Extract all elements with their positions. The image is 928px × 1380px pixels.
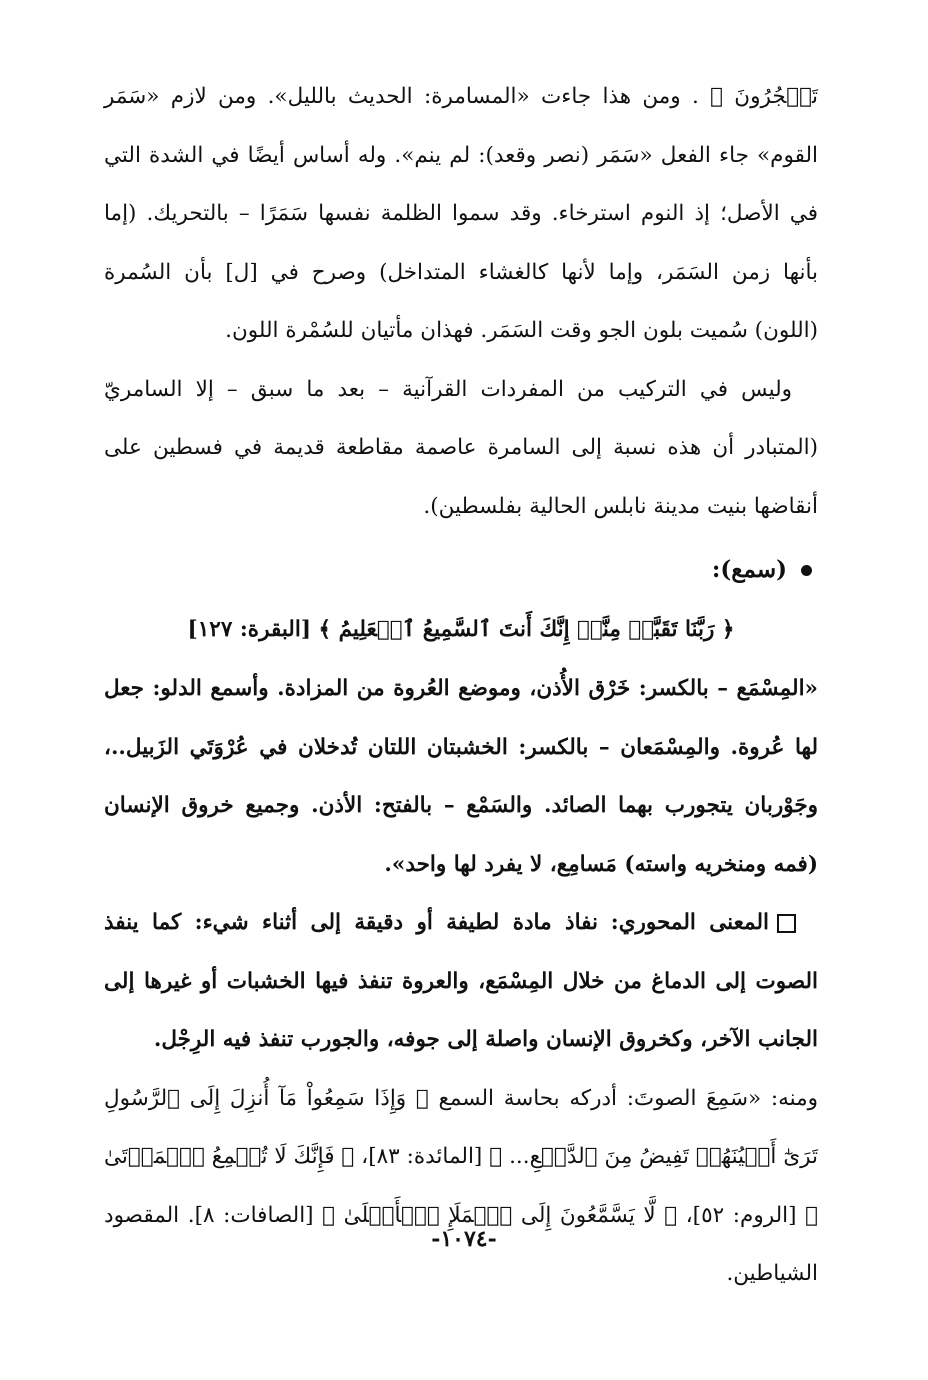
paragraph-samaa-lexical: «المِسْمَع – بالكسر: خَرْق الأُذن، وموضع العُروة من المزادة. وأسمع الدلو: جعل لها عُروة. والمِسْمَعان – بالكسر: الخشبتان اللتان تُدخلان في عُرْوَتَي الزَبيل..، وجَوْربان يتجورب بهما الصائد. والسَمْع – بالفتح: الأذن. وجميع خروق الإنسان (فمه ومنخريه واسته) مَسامِع، لا يفرد لها واحد».: [104, 676, 818, 877]
page-number: -١٠٧٤-: [431, 1226, 497, 1252]
central-meaning-text: نفاذ مادة لطيفة أو دقيقة إلى أثناء شيء: كما ينفذ الصوت إلى الدماغ من خلال المِسْمَع، والعروة تنفذ فيها الخشبات أو غيرها إلى الجانب الآخر، وكخروق الإنسان واصلة إلى جوفه، والجورب تنفذ فيه الرِجْل.: [104, 910, 818, 1052]
root-heading: [104, 540, 818, 600]
central-meaning-label: المعنى المحوري:: [610, 910, 769, 935]
root-heading-label: (سمع):: [711, 556, 787, 583]
paragraph-samar-definition: تَهۡجُرُونَ ﴾ . ومن هذا جاءت «المسامرة: الحديث بالليل». ومن لازم «سَمَر القوم» جاء الفعل «سَمَر (نصر وقعد): لم ينم». وله أساس أيضًا في الشدة التي في الأصل؛ إذ النوم استرخاء. وقد سموا الظلمة نفسها سَمَرًا – بالتحريك. (إما بأنها زمن السَمَر، وإما لأنها كالغشاء المتداخل) وصرح في [ل] بأن السُمرة (اللون) سُميت بلون الجو وقت السَمَر. فهذان مأتيان للسُمْرة اللون.: [104, 84, 818, 343]
paragraph-samiri-note: وليس في التركيب من المفردات القرآنية – بعد ما سبق – إلا السامريّ (المتبادر أن هذه نسبة إلى السامرة عاصمة مقاطعة قديمة في فسطين على أنقاضها بنيت مدينة نابلس الحالية بفلسطين).: [104, 376, 818, 519]
bullet-icon: [801, 565, 812, 576]
square-marker-icon: [777, 914, 796, 933]
quran-verse: ﴿ رَبَّنَا تَقَبَّلۡ مِنَّآۖ إِنَّكَ أَنتَ ٱلسَّمِيعُ ٱلۡعَلِيمُ ﴾ [البقرة: ١٢٧]: [187, 617, 735, 642]
page-body: [104, 68, 818, 1304]
paragraph-usage-examples: ومنه: «سَمِعَ الصوتَ: أدركه بحاسة السمع ﴿ وَإِذَا سَمِعُواْ مَآ أُنزِلَ إِلَى ٱلرَّسُولِ تَرَىٰٓ أَعۡيُنَهُمۡ تَفِيضُ مِنَ ٱلدَّمۡعِ... ﴾ [المائدة: ٨٣]، ﴿ فَإِنَّكَ لَا تُسۡمِعُ ٱلۡمَوۡتَىٰ ﴾ [الروم: ٥٢]، ﴿ لَّا يَسَّمَّعُونَ إِلَى ٱلۡمَلَإِ ٱلۡأَعۡلَىٰ ﴾ [الصافات: ٨]. المقصود الشياطين.: [104, 1085, 818, 1286]
paragraph-central-meaning: [104, 894, 818, 1070]
